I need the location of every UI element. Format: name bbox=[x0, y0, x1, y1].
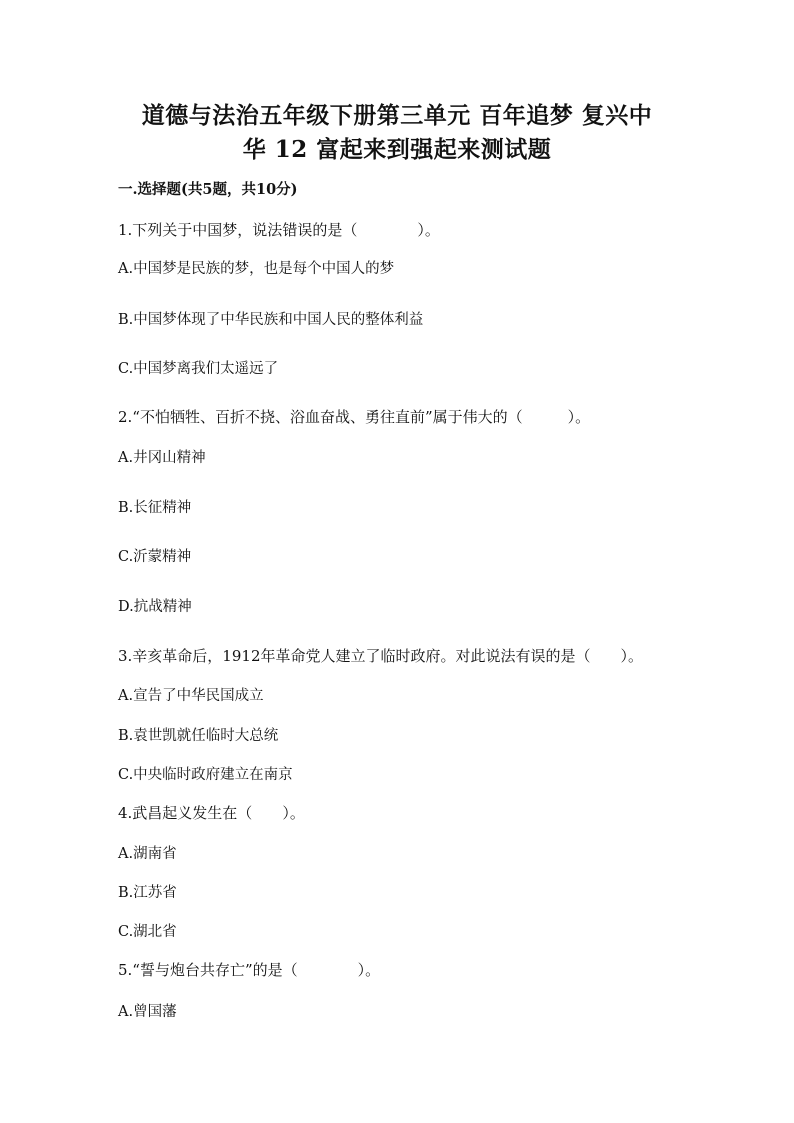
option-2a: A.井冈山精神 bbox=[118, 450, 206, 466]
document-title-line-2: 华 12 富起来到强起来测试题 bbox=[242, 136, 552, 163]
question-2: 2.“不怕牺牲、百折不挠、浴血奋战、勇往直前”属于伟大的（ ）。 bbox=[118, 408, 591, 426]
question-4: 4.武昌起义发生在（ ）。 bbox=[118, 804, 305, 822]
option-4c: C.湖北省 bbox=[118, 924, 177, 940]
option-2d: D.抗战精神 bbox=[118, 599, 192, 615]
option-2b: B.长征精神 bbox=[118, 500, 192, 516]
section-heading: 一.选择题(共5题，共10分) bbox=[118, 181, 298, 198]
option-3c: C.中央临时政府建立在南京 bbox=[118, 767, 293, 783]
option-4a: A.湖南省 bbox=[118, 846, 177, 862]
option-3a: A.宣告了中华民国成立 bbox=[118, 688, 264, 704]
option-1a: A.中国梦是民族的梦，也是每个中国人的梦 bbox=[118, 261, 395, 277]
question-3: 3.辛亥革命后，1912年革命党人建立了临时政府。对此说法有误的是（ ）。 bbox=[118, 647, 643, 665]
option-3b: B.袁世凯就任临时大总统 bbox=[118, 728, 279, 744]
document-title-line-1: 道德与法治五年级下册第三单元 百年追梦 复兴中 bbox=[141, 102, 653, 129]
option-1c: C.中国梦离我们太遥远了 bbox=[118, 361, 279, 377]
option-4b: B.江苏省 bbox=[118, 885, 177, 901]
option-5a: A.曾国藩 bbox=[118, 1004, 177, 1020]
option-2c: C.沂蒙精神 bbox=[118, 549, 192, 565]
option-1b: B.中国梦体现了中华民族和中国人民的整体利益 bbox=[118, 312, 424, 328]
question-1: 1.下列关于中国梦，说法错误的是（ ）。 bbox=[118, 221, 440, 239]
question-5: 5.“誓与炮台共存亡”的是（ ）。 bbox=[118, 961, 381, 979]
